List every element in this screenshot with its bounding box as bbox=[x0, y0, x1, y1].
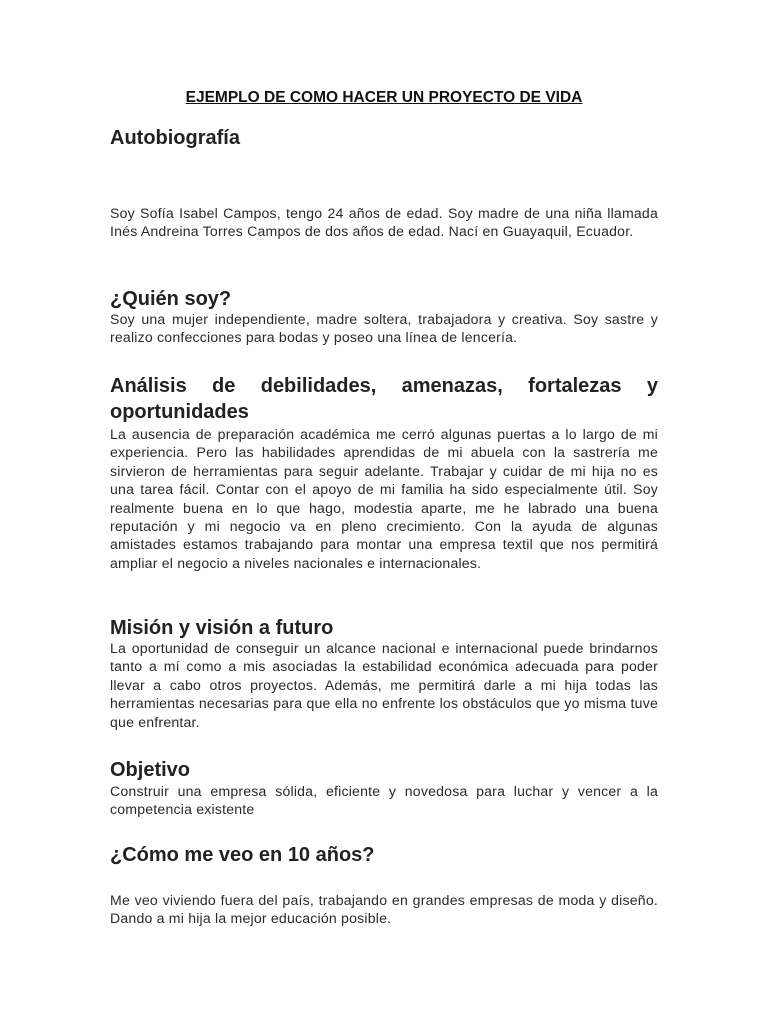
section-body-objetivo: Construir una empresa sólida, eficiente y novedosa para luchar y vencer a la competencia existente bbox=[110, 783, 658, 818]
section-heading-mision-vision: Misión y visión a futuro bbox=[110, 617, 334, 639]
section-heading-quien-soy: ¿Quién soy? bbox=[110, 288, 232, 310]
section-body-quien-soy: Soy una mujer independiente, madre soltera, trabajadora y creativa. Soy sastre y realizo confecciones para bodas y poseo una línea de lencería. bbox=[110, 311, 658, 346]
document-title: EJEMPLO DE COMO HACER UN PROYECTO DE VIDA bbox=[185, 89, 583, 106]
section-heading-analisis: Análisis de debilidades, amenazas, fortalezas y oportunidades bbox=[110, 375, 658, 423]
section-heading-autobiografia: Autobiografía bbox=[110, 127, 240, 149]
section-heading-diez-anos: ¿Cómo me veo en 10 años? bbox=[110, 844, 375, 866]
section-body-diez-anos: Me veo viviendo fuera del país, trabajando en grandes empresas de moda y diseño. Dando a mi hija la mejor educación posible. bbox=[110, 892, 658, 927]
section-body-mision-vision: La oportunidad de conseguir un alcance nacional e internacional puede brindarnos tanto a mí como a mis asociadas la estabilidad económica adecuada para poder llevar a cabo otros proyectos. Además, me permitirá darle a mi hija todas las herramientas necesarias para que ella no enfrente los obstáculos que yo misma tuve que enfrentar. bbox=[110, 640, 658, 730]
section-body-analisis: La ausencia de preparación académica me cerró algunas puertas a lo largo de mi experiencia. Pero las habilidades aprendidas de mi abuela con la sastrería me sirvieron de herramientas para seguir adelante. Trabajar y cuidar de mi hija no es una tarea fácil. Contar con el apoyo de mi familia ha sido especialmente útil. Soy realmente buena en lo que hago, modestia aparte, me he labrado una buena reputación y mi negocio va en pleno crecimiento. Con la ayuda de algunas amistades estamos trabajando para montar una empresa textil que nos permitirá ampliar el negocio a niveles nacionales e internacionales. bbox=[110, 426, 658, 571]
section-heading-objetivo: Objetivo bbox=[110, 759, 191, 781]
section-body-autobiografia: Soy Sofía Isabel Campos, tengo 24 años de edad. Soy madre de una niña llamada Inés Andreina Torres Campos de dos años de edad. Nací en Guayaquil, Ecuador. bbox=[110, 205, 658, 240]
